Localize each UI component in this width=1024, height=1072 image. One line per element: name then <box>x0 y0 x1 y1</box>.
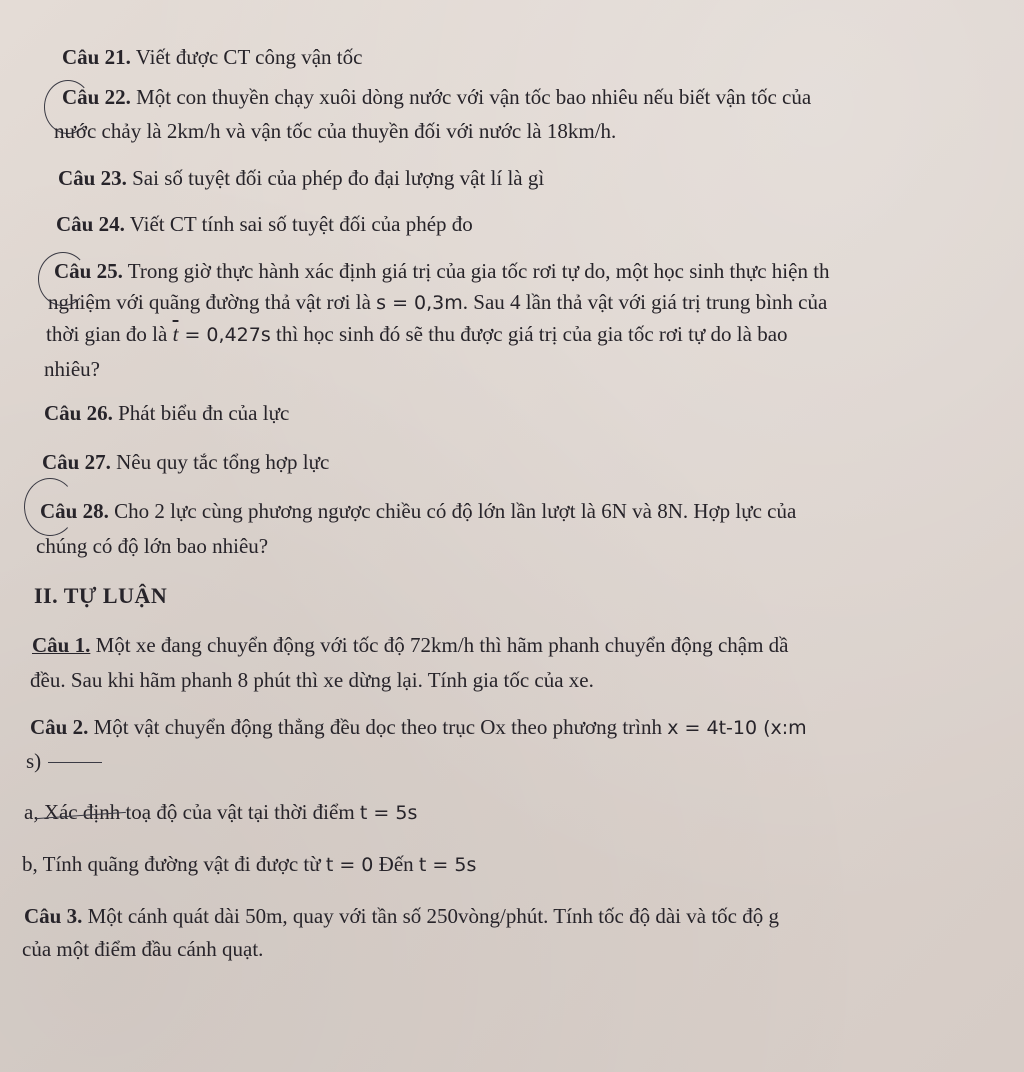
question-28 <box>40 498 796 524</box>
question-text: Một cánh quát dài 50m, quay với tần số 250vòng/phút. Tính tốc độ dài và tốc độ g <box>82 904 779 928</box>
question-label: Câu 26. <box>44 401 113 425</box>
question-text: nhiêu? <box>44 357 100 381</box>
math-expr: t = 5s <box>359 802 418 824</box>
question-label: Câu 28. <box>40 499 109 523</box>
question-text: Một xe đang chuyển động với tốc độ 72km/h thì hãm phanh chuyển động chậm dầ <box>90 633 789 657</box>
question-text: Viết CT tính sai số tuyệt đối của phép đo <box>124 212 473 236</box>
question-22-cont <box>54 118 616 144</box>
question-22 <box>62 84 811 110</box>
question-text: Viết được CT công vận tốc <box>130 45 363 69</box>
question-label: Câu 25. <box>54 259 123 283</box>
math-expr: x = 4t-10 (x:m <box>667 717 807 739</box>
question-label: Câu 3. <box>24 904 83 928</box>
question-text: . Sau 4 lần thả vật với giá trị trung bình của <box>462 290 828 314</box>
question-28-cont <box>36 533 268 559</box>
math-expr: s = 0,3m <box>376 292 463 314</box>
math-var-tbar: $\overline{t}$ <box>172 322 179 346</box>
question-text: Nêu quy tắc tổng hợp lực <box>110 450 330 474</box>
math-expr: = 0,427s <box>178 324 271 346</box>
question-24 <box>56 211 473 237</box>
question-text: chúng có độ lớn bao nhiêu? <box>36 534 269 558</box>
pen-strike-mark <box>48 762 102 763</box>
essay-question-2 <box>30 714 807 741</box>
question-25 <box>54 258 830 284</box>
question-text: Đến <box>373 852 419 876</box>
question-text: nước chảy là 2km/h và vận tốc của thuyền đối với nước là 18km/h. <box>54 119 617 143</box>
section-heading: II. TỰ LUẬN <box>34 583 168 608</box>
question-label: Câu 2. <box>30 715 89 739</box>
question-25-cont <box>46 321 788 348</box>
question-label: Câu 22. <box>62 85 131 109</box>
question-text: Một con thuyền chạy xuôi dòng nước với vận tốc bao nhiêu nếu biết vận tốc của <box>130 85 812 109</box>
question-text: Trong giờ thực hành xác định giá trị của gia tốc rơi tự do, một học sinh thực hiện th <box>122 259 830 283</box>
question-text: nghiệm với quãng đường thả vật rơi là <box>48 290 377 314</box>
question-text: a, Xác định toạ độ của vật tại thời điểm <box>24 800 360 824</box>
question-23 <box>58 165 544 191</box>
question-27 <box>42 449 329 475</box>
question-text: b, Tính quãng đường vật đi được từ <box>22 852 326 876</box>
essay-question-1-cont <box>30 667 594 693</box>
essay-question-2-part-a <box>24 799 417 826</box>
math-expr: t = 5s <box>418 854 477 876</box>
essay-question-2-cont <box>26 748 41 774</box>
math-expr: t = 0 <box>325 854 374 876</box>
question-text: thì học sinh đó sẽ thu được giá trị của gia tốc rơi tự do là bao <box>270 322 788 346</box>
question-label: Câu 23. <box>58 166 127 190</box>
question-25-cont <box>48 289 827 316</box>
question-label: Câu 27. <box>42 450 111 474</box>
question-label: Câu 21. <box>62 45 131 69</box>
essay-question-2-part-b <box>22 851 476 878</box>
question-text: đều. Sau khi hãm phanh 8 phút thì xe dừng lại. Tính gia tốc của xe. <box>30 668 594 692</box>
question-text: Phát biểu đn của lực <box>112 401 290 425</box>
question-text: Cho 2 lực cùng phương ngược chiều có độ lớn lần lượt là 6N và 8N. Hợp lực của <box>108 499 797 523</box>
question-21 <box>62 44 362 70</box>
question-25-cont <box>44 356 100 382</box>
essay-question-3 <box>24 903 779 929</box>
question-text: s) <box>26 749 42 773</box>
question-text: Sai số tuyệt đối của phép đo đại lượng vật lí là gì <box>126 166 545 190</box>
question-text: thời gian đo là <box>46 322 173 346</box>
question-text: Một vật chuyển động thẳng đều dọc theo trục Ox theo phương trình <box>88 715 668 739</box>
question-text: của một điểm đầu cánh quạt. <box>22 937 264 961</box>
question-26 <box>44 400 289 426</box>
question-label: Câu 24. <box>56 212 125 236</box>
essay-question-3-cont <box>22 936 263 962</box>
essay-question-1 <box>32 632 789 658</box>
question-label: Câu 1. <box>32 633 91 657</box>
